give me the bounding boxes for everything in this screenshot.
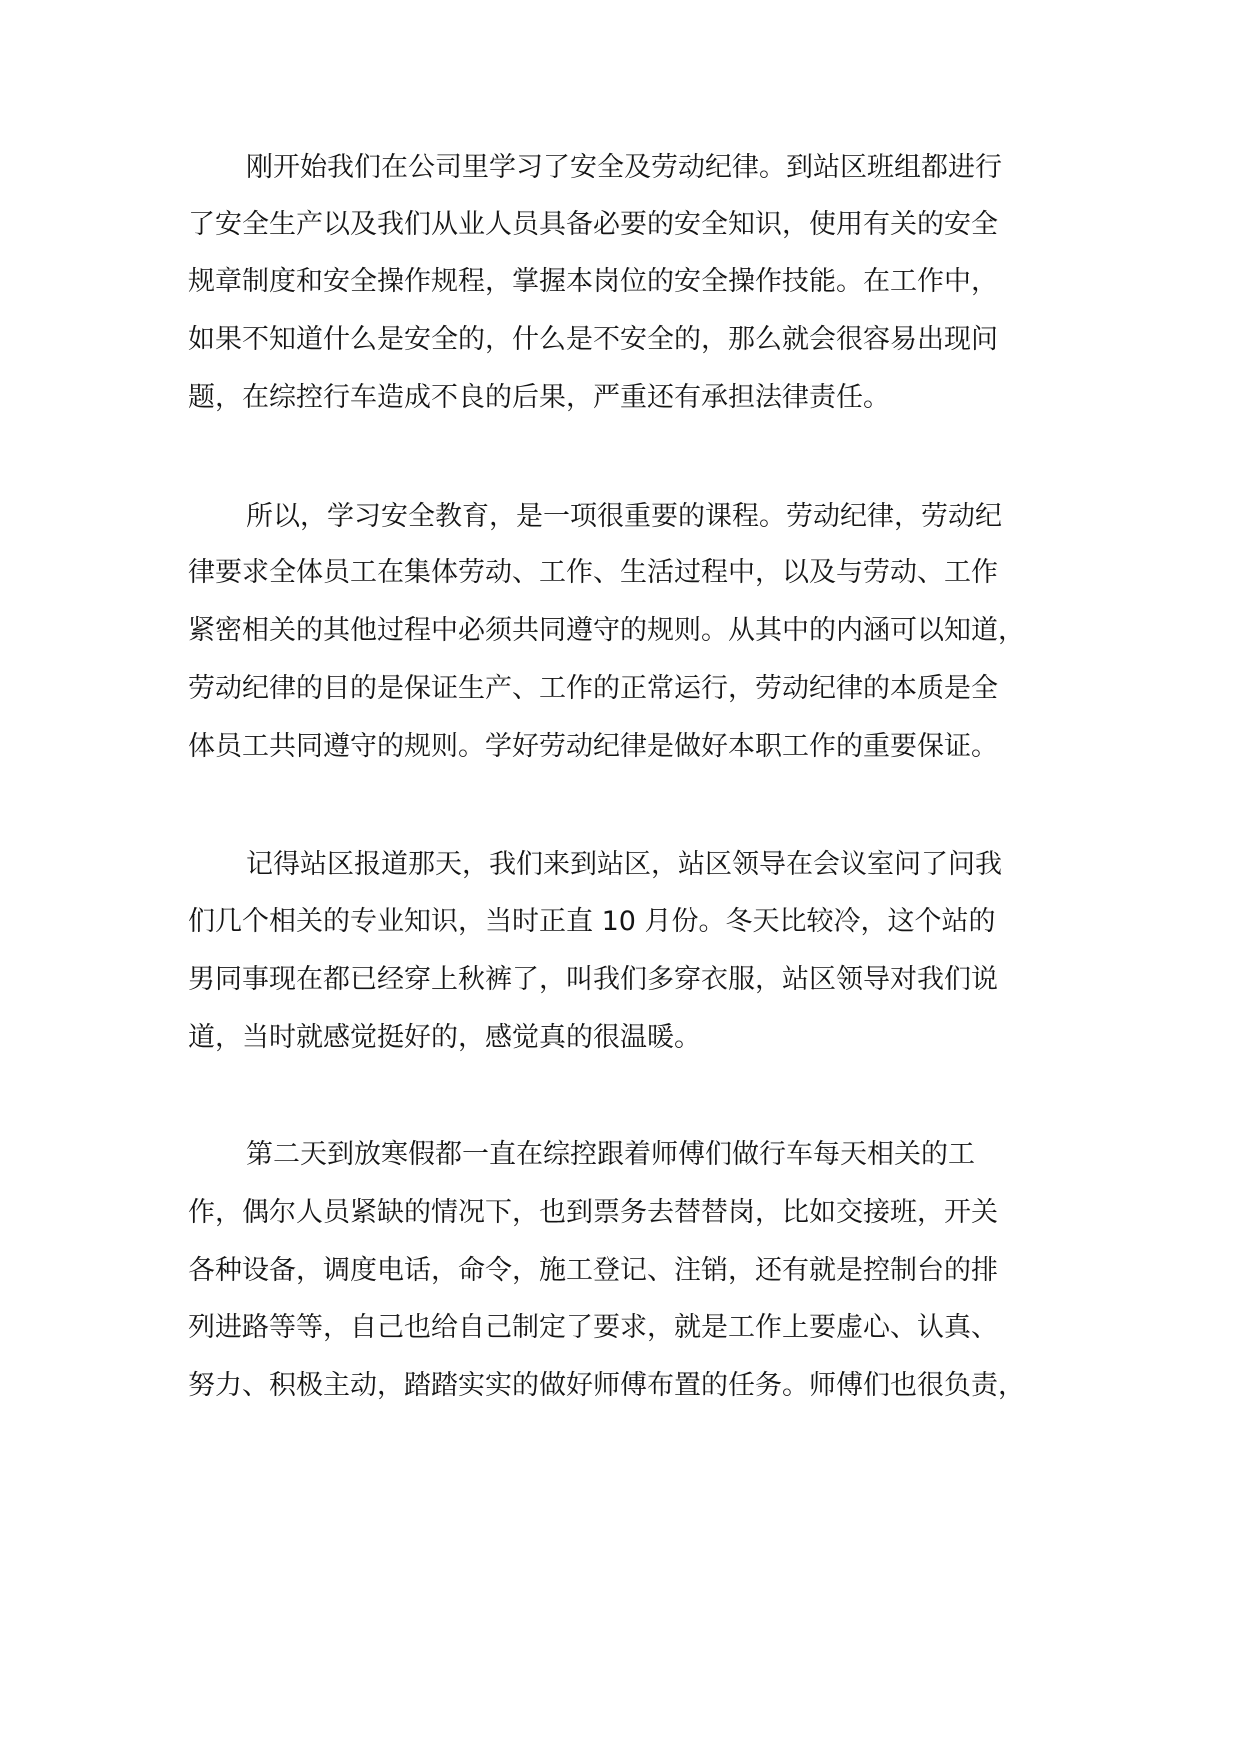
paragraph-line: 紧密相关的其他过程中必须共同遵守的规则。从其中的内涵可以知道， — [188, 615, 1025, 646]
paragraph-line: 所以，学习安全教育，是一项很重要的课程。劳动纪律，劳动纪 — [246, 501, 1002, 532]
paragraph-line: 第二天到放寒假都一直在综控跟着师傅们做行车每天相关的工 — [246, 1139, 975, 1170]
paragraph-line: 如果不知道什么是安全的，什么是不安全的，那么就会很容易出现问 — [188, 324, 998, 355]
paragraph-line: 了安全生产以及我们从业人员具备必要的安全知识，使用有关的安全 — [188, 209, 998, 240]
paragraph-line: 们几个相关的专业知识，当时正直 10 月份。冬天比较冷，这个站的 — [188, 906, 996, 937]
paragraph-line: 努力、积极主动，踏踏实实的做好师傅布置的任务。师傅们也很负责， — [188, 1370, 1025, 1401]
paragraph-line: 记得站区报道那天，我们来到站区，站区领导在会议室问了问我 — [246, 849, 1002, 880]
paragraph-line: 各种设备，调度电话，命令，施工登记、注销，还有就是控制台的排 — [188, 1255, 998, 1286]
paragraph-line: 男同事现在都已经穿上秋裤了，叫我们多穿衣服，站区领导对我们说 — [188, 964, 998, 995]
paragraph-line: 律要求全体员工在集体劳动、工作、生活过程中，以及与劳动、工作 — [188, 557, 998, 588]
paragraph-line: 劳动纪律的目的是保证生产、工作的正常运行，劳动纪律的本质是全 — [188, 673, 998, 704]
paragraph-line: 题，在综控行车造成不良的后果，严重还有承担法律责任。 — [188, 382, 890, 413]
paragraph-line: 作，偶尔人员紧缺的情况下，也到票务去替替岗，比如交接班，开关 — [188, 1197, 998, 1228]
paragraph-line: 刚开始我们在公司里学习了安全及劳动纪律。到站区班组都进行 — [246, 152, 1002, 183]
paragraph-line: 列进路等等，自己也给自己制定了要求，就是工作上要虚心、认真、 — [188, 1312, 998, 1343]
paragraph-line: 体员工共同遵守的规则。学好劳动纪律是做好本职工作的重要保证。 — [188, 731, 998, 762]
paragraph-line: 规章制度和安全操作规程，掌握本岗位的安全操作技能。在工作中， — [188, 266, 998, 297]
paragraph-line: 道，当时就感觉挺好的，感觉真的很温暖。 — [188, 1022, 701, 1053]
